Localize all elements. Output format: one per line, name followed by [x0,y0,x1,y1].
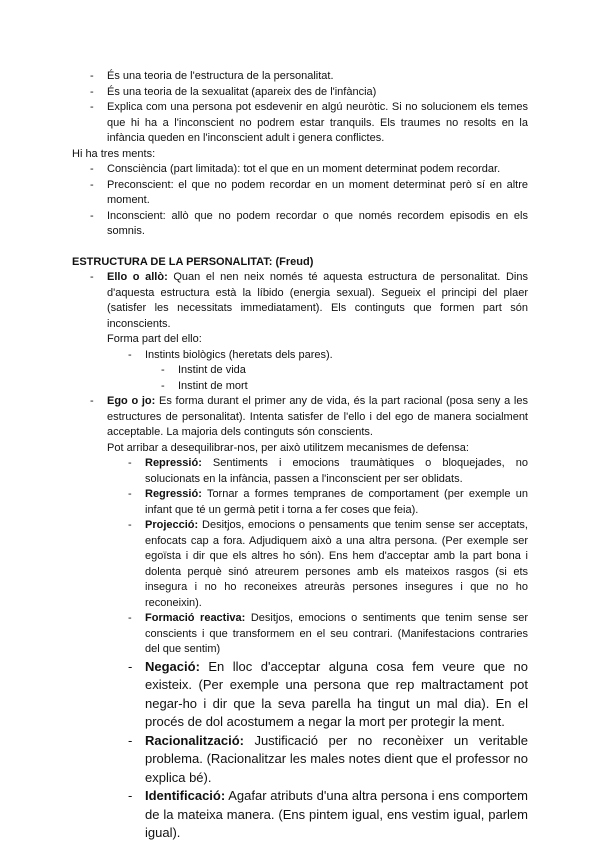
bullet-dash: - [128,612,132,624]
term: Ello o allò: [107,271,168,283]
item-text: Es forma durant el primer any de vida, és la part racional (posa seny a les estructures de personalitat). Intenta satisfer de l'ello i del ego de manera socialment acceptable. La majoria dels continguts són conscients. [107,395,528,438]
term: Ego o jo: [107,395,156,407]
bullet-dash: - [90,178,94,191]
item-text: Tornar a formes tempranes de comportament (per exemple un infant que té un germà petit i torna a fer coses que feia). [145,488,528,516]
bullet-dash: - [128,732,133,748]
item-text: Justificació per no reconèixer un veritable problema. (Racionalitzar les males notes dient que el professor no explica bé). [145,732,528,785]
item-text: Inconscient: allò que no podem recordar o que només recordem episodis en els somnis. [107,209,528,237]
list-item [72,348,528,364]
bullet-dash: - [90,395,94,407]
item-text: Explica com una persona pot esdevenir en algú neuròtic. Si no solucionem els temes que hi ha a l'inconscient no podrem estar tranquils. Els traumes no resolts en la infància queden en l'inconscient adult i genera conflictes. [107,101,528,144]
bullet-dash: - [128,488,132,500]
bullet-dash: - [161,364,165,376]
bullet-dash: - [90,101,94,113]
term: Repressió: [145,457,202,469]
item-text: Instint de mort [178,379,248,392]
bullet-dash: - [128,658,133,674]
item-text: És una teoria de la sexualitat (apareix des de l'infància) [107,85,377,98]
item-text: Sentiments i emocions traumàtiques o bloquejades, no solucionats en la infància, passen a l'inconscient per ser oblidats. [145,457,528,485]
bullet-dash: - [128,788,133,803]
term: Racionalització: [145,732,244,748]
item-text: Instints biològics (heretats dels pares). [145,348,333,361]
list-item [72,162,528,178]
list-item [72,363,528,379]
item-text: Quan el nen neix només té aquesta estructura de personalitat. Dins d'aquesta estructura està la líbido (energia sexual). Segueix el principi del plaer (satisfer les necessitats immediatament). Els continguts que formen part són inconscients. [107,271,528,330]
list-item [72,85,528,101]
item-text: És una teoria de l'estructura de la personalitat. [107,70,334,82]
forma-text: Forma part del ello: [107,333,202,345]
bullet-dash: - [128,348,132,361]
mechanism-item [72,487,528,518]
list-item-ello [72,270,528,332]
term: Projecció: [145,519,199,531]
item-text: En lloc d'acceptar alguna cosa fem veure que no existeix. (Per exemple una persona que rep maltractament pot negar-ho i dir que la seva parella ha tingut un mal dia). En el procés de dol acostumem a negar la mort per protegir la ment. [145,658,528,729]
mechanism-item [72,787,528,843]
bullet-dash: - [90,209,94,222]
term: Negació: [145,658,200,674]
bullet-dash: - [90,271,94,283]
list-item [72,209,528,240]
list-item [72,69,528,85]
item-text: Preconscient: el que no podem recordar en un moment determinat però sí en altre moment. [107,178,528,206]
document-page [72,69,528,843]
item-text: Desitjos, emocions o pensaments que tenim sense ser acceptats, enfocats cap a fora. Adjudiquem això a una altra persona. (Per exemple ser egoïsta i dir que els altres ho són). Ens hem d'acceptar amb la part bona i dolenta perquè sinó atreurem persones amb els mateixos rasgos (si ets insegura i no ho reconeixes atreuràs persones insegures i que no ho reconeixin). [145,519,528,609]
mechanism-item [72,456,528,487]
list-item [72,100,528,147]
term: Regressió: [145,488,202,500]
list-item-ego [72,394,528,441]
bullet-dash: - [90,85,94,98]
term: Formació reactiva: [145,612,246,624]
bullet-dash: - [90,70,94,82]
section-heading: ESTRUCTURA DE LA PERSONALITAT: (Freud) [72,255,314,268]
mechanism-item [72,732,528,788]
item-text: Instint de vida [178,364,246,376]
item-text: Agafar atributs d'una altra persona i ens comportem de la mateixa manera. (Ens pintem igual, ens vestim igual, parlem igual). [145,788,528,840]
bullet-dash: - [161,379,165,392]
mechanism-item [72,518,528,611]
bullet-dash: - [128,519,132,531]
ments-intro: Hi ha tres ments: [72,147,156,160]
term: Identificació: [145,788,226,803]
item-text: Consciència (part limitada): tot el que en un moment determinat podem recordar. [107,163,501,175]
list-item [72,379,528,395]
bullet-dash: - [128,457,132,469]
mechanism-item [72,611,528,658]
pot-text: Pot arribar a desequilibrar-nos, per això utilitzem mecanismes de defensa: [107,441,469,454]
item-text: Desitjos, emocions o sentiments que tenim sense ser conscients i que transformem en el seu contrari. (Manifestacions contraries del que sentim) [145,612,528,655]
list-item [72,178,528,209]
bullet-dash: - [90,163,94,175]
mechanism-item [72,658,528,732]
